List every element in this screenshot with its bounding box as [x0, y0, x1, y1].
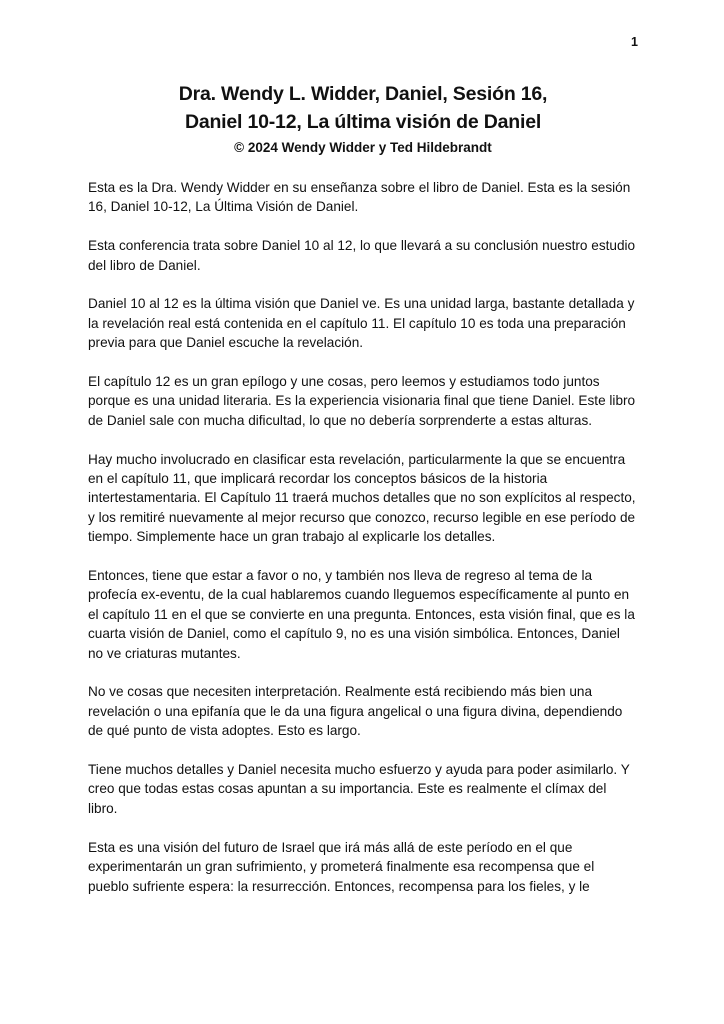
paragraph-6: Entonces, tiene que estar a favor o no, y también nos lleva de regreso al tema de la profecía ex-eventu, de la cual hablaremos cuando lleguemos específicamente al punto en el capítulo 11 en el que se convierte en una pregunta. Entonces, esta visión final, que es la cuarta visión de Daniel, como el capítulo 9, no es una visión simbólica. Entonces, Daniel no ve criaturas mutantes. — [88, 568, 635, 661]
copyright-line: © 2024 Wendy Widder y Ted Hildebrandt — [234, 140, 492, 155]
paragraph-4: El capítulo 12 es un gran epílogo y une cosas, pero leemos y estudiamos todo juntos porque es una unidad literaria. Es la experiencia visionaria final que tiene Daniel. Este libro de Daniel sale con mucha dificultad, lo que no debería sorprenderte a estas alturas. — [88, 374, 636, 428]
paragraph-3: Daniel 10 al 12 es la última visión que Daniel ve. Es una unidad larga, bastante detallada y la revelación real está contenida en el capítulo 11. El capítulo 10 es toda una preparación previa para que Daniel escuche la revelación. — [88, 296, 635, 351]
paragraph-9: Esta es una visión del futuro de Israel que irá más allá de este período en el que experimentarán un gran sufrimiento, y prometerá finalmente esa recompensa que el pueblo sufriente espera: la resurrección. Entonces, recompensa para los fieles, y le — [88, 839, 595, 894]
document-title-line-1: Dra. Wendy L. Widder, Daniel, Sesión 16, — [178, 83, 548, 105]
title-block — [88, 80, 638, 157]
page-number: 1 — [631, 35, 638, 49]
document-body — [88, 178, 638, 896]
paragraph-2: Esta conferencia trata sobre Daniel 10 al 12, lo que llevará a su conclusión nuestro estudio del libro de Daniel. — [88, 238, 636, 273]
document-title-line-2: Daniel 10-12, La última visión de Daniel — [184, 111, 542, 133]
paragraph-1: Esta es la Dra. Wendy Widder en su enseñanza sobre el libro de Daniel. Esta es la sesión 16, Daniel 10-12, La Última Visión de Daniel. — [88, 180, 631, 215]
paragraph-7: No ve cosas que necesiten interpretación. Realmente está recibiendo más bien una revelación o una epifanía que le da una figura angelical o una figura divina, dependiendo de qué punto de vista adoptes. Esto es largo. — [88, 684, 623, 739]
paragraph-5: Hay mucho involucrado en clasificar esta revelación, particularmente la que se encuentra en el capítulo 11, que implicará recordar los conceptos básicos de la historia intertestamentaria. El Capítulo 11 traerá muchos detalles que no son explícitos al respecto, y los remitiré nuevamente al mejor recurso que conozco, recurso legible en ese período de tiempo. Simplemente hace un gran trabajo al explicarle los detalles. — [88, 451, 636, 545]
paragraph-8: Tiene muchos detalles y Daniel necesita mucho esfuerzo y ayuda para poder asimilarlo. Y creo que todas estas cosas apuntan a su importancia. Este es realmente el clímax del libro. — [88, 762, 630, 816]
